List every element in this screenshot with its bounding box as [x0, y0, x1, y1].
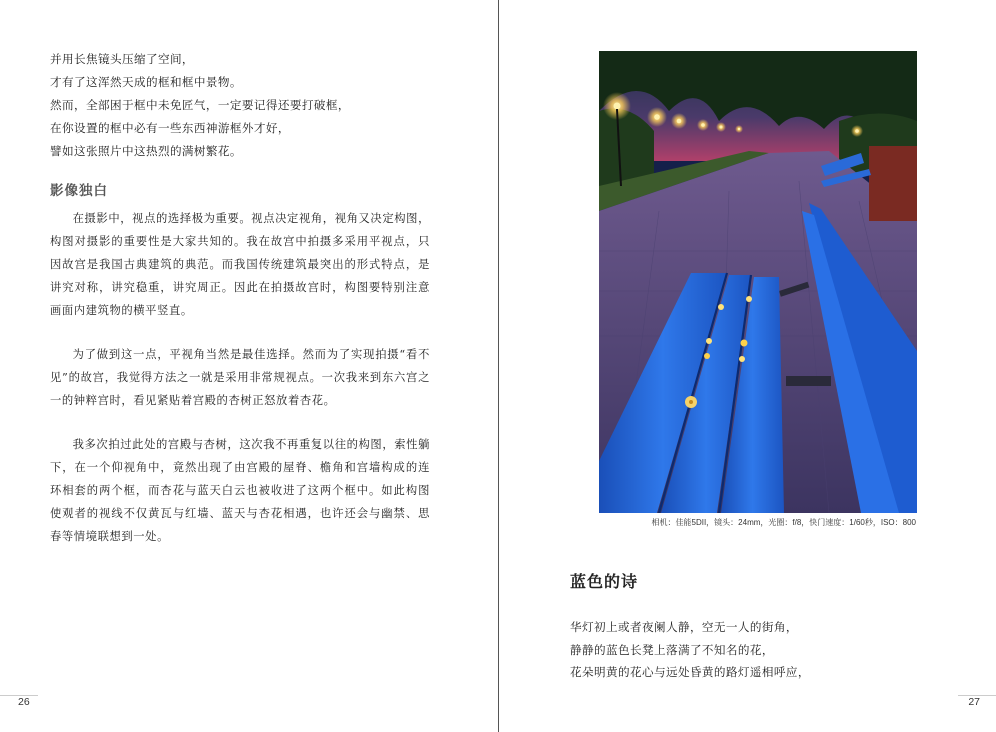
- bench-photo: [599, 51, 917, 513]
- poem-line: 静静的蓝色长凳上落满了不知名的花，: [570, 642, 774, 657]
- poem-lines: [570, 616, 810, 684]
- poem-line: 花朵明黄的花心与远处昏黄的路灯遥相呼应，: [570, 665, 810, 679]
- body-paragraph: 我多次拍过此处的宫殿与杏树，这次我不再重复以往的构图，索性躺下，在一个仰视角中，竟然出现了由宫殿的屋脊、檐角和宫墙构成的连环相套的两个框，而杏花与蓝天白云也被收进了这两个框中。如此构图使观者的视线不仅黄瓦与红墙、蓝天与杏花相遇，也许还会与幽禁、思春等情境联想到一处。: [50, 438, 430, 543]
- page-number: 26: [18, 696, 30, 708]
- intro-line: 在你设置的框中必有一些东西神游框外才好，: [50, 121, 290, 135]
- page-number: 27: [968, 696, 980, 708]
- intro-line: 然而，全部困于框中未免匠气，一定要记得还要打破框，: [50, 98, 350, 112]
- photo-caption: 相机：佳能5DII，镜头：24mm，光圈：f/8，快门速度：1/60秒，ISO：800: [651, 518, 916, 527]
- poem-line: 华灯初上或者夜阑人静，空无一人的街角，: [570, 620, 798, 634]
- bench-photo-illustration: [599, 51, 917, 513]
- body-paragraph: 为了做到这一点，平视角当然是最佳选择。然而为了实现拍摄“看不见”的故宫，我觉得方法之一就是采用非常规视点。一次我来到东六宫之一的钟粹宫时，看见紧贴着宫殿的杏树正怒放着杏花。: [50, 348, 430, 407]
- brick-wall: [869, 146, 917, 221]
- intro-line: 譬如这张照片中这热烈的满树繁花。: [50, 144, 242, 158]
- section-title: 影像独白: [50, 183, 108, 199]
- body-paragraph: 在摄影中，视点的选择极为重要。视点决定视角，视角又决定构图，构图对摄影的重要性是大家共知的。我在故宫中拍摄多采用平视点，只因故宫是我国古典建筑的典范。而我国传统建筑最突出的形式特点，是讲究对称，讲究稳重，讲究周正。因此在拍摄故宫时，构图要特别注意画面内建筑物的横平竖直。: [50, 212, 430, 317]
- bench-frame: [786, 376, 831, 386]
- poem-title: 蓝色的诗: [570, 572, 639, 591]
- intro-lines: [50, 48, 350, 163]
- right-page: [499, 0, 996, 732]
- intro-line: 并用长焦镜头压缩了空间，: [50, 52, 194, 66]
- intro-line: 才有了这浑然天成的框和框中景物。: [50, 75, 242, 89]
